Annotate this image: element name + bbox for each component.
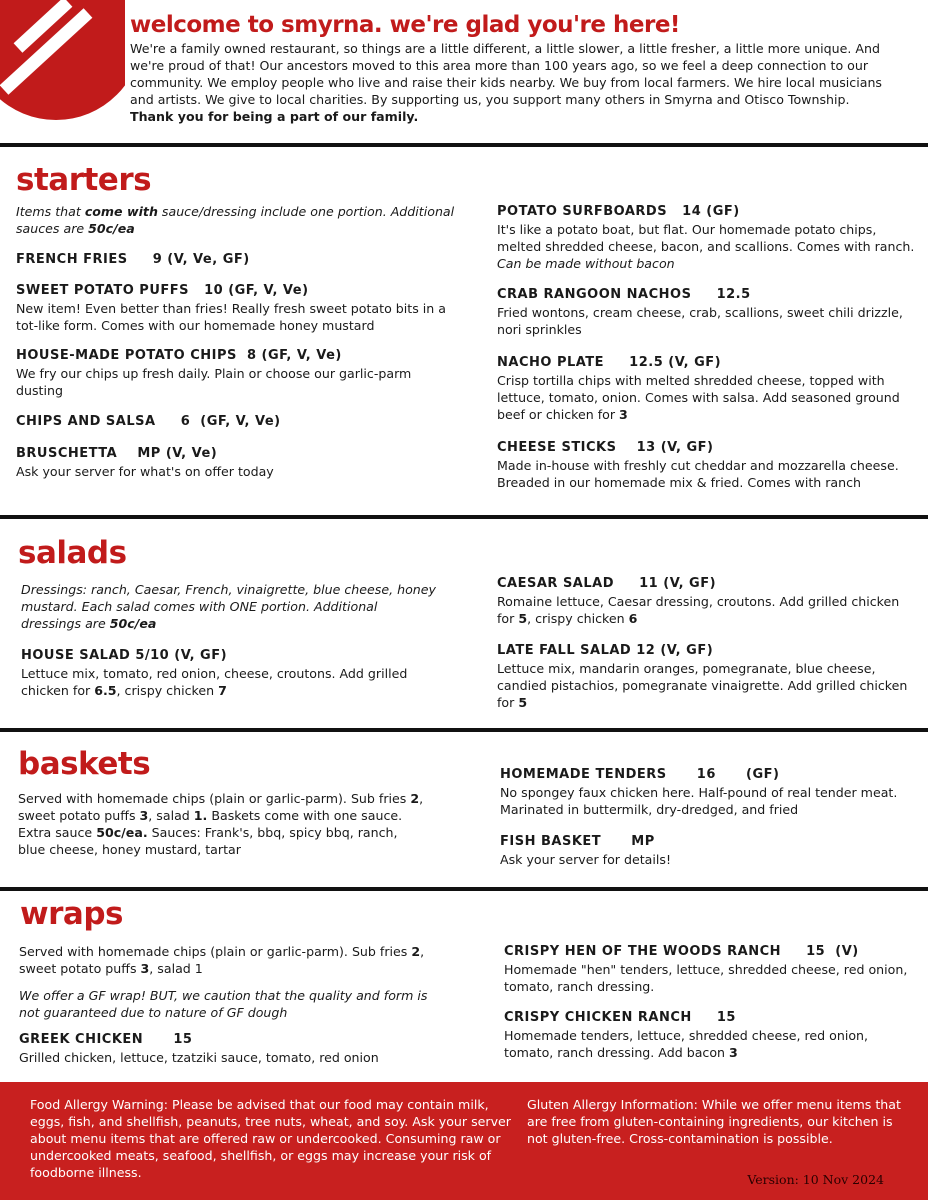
item-description: It's like a potato boat, but flat. Our homemade potato chips, melted shredded cheese, bacon, and scallions. Comes with ranch. Can be made without bacon bbox=[497, 222, 915, 271]
menu-item-caesar-salad bbox=[497, 575, 917, 627]
welcome-body: We're a family owned restaurant, so things are a little different, a little slower, a little fresher, a little more unique. And we're proud of that! Our ancestors moved to this area more than 100 years ago, so we feel a deep connection to our community. We employ people who live and raise their kids nearby. We buy from local farmers. We hire local musicians and artists. We give to local charities. By supporting us, you support many others in Smyrna and Otisco Township. Thank you for being a part of our family. bbox=[130, 41, 882, 124]
item-name: HOMEMADE TENDERS 16 (GF) bbox=[500, 767, 780, 782]
version-label: Version: 10 Nov 2024 bbox=[747, 1172, 884, 1187]
item-description: New item! Even better than fries! Really fresh sweet potato bits in a tot-like form. Comes with our homemade honey mustard bbox=[16, 301, 446, 333]
item-description: Ask your server for what's on offer today bbox=[16, 464, 274, 479]
welcome-thanks: Thank you for being a part of our family. bbox=[130, 109, 419, 124]
item-name: CHIPS AND SALSA 6 (GF, V, Ve) bbox=[16, 414, 281, 429]
starters-left-column bbox=[16, 203, 456, 493]
menu-item-bruschetta bbox=[16, 445, 456, 480]
welcome-title: welcome to smyrna. we're glad you're here! bbox=[130, 12, 680, 38]
menu-item-greek-chicken bbox=[19, 1031, 439, 1066]
item-description: Fried wontons, cream cheese, crab, scallions, sweet chili drizzle, nori sprinkles bbox=[497, 305, 903, 337]
gluten-allergy-info: Gluten Allergy Information: While we offer menu items that are free from gluten-containing ingredients, our kitchen is not gluten-free. Cross-contamination is possible. bbox=[527, 1097, 901, 1146]
item-name: CHEESE STICKS 13 (V, GF) bbox=[497, 440, 714, 455]
menu-item-crab-rangoon-nachos bbox=[497, 286, 917, 338]
item-name: NACHO PLATE 12.5 (V, GF) bbox=[497, 355, 722, 370]
item-description: Lettuce mix, tomato, red onion, cheese, croutons. Add grilled chicken for 6.5, crispy chicken 7 bbox=[21, 666, 408, 698]
item-name: LATE FALL SALAD 12 (V, GF) bbox=[497, 643, 714, 658]
item-name: FRENCH FRIES 9 (V, Ve, GF) bbox=[16, 252, 250, 267]
menu-item-crispy-hen-ranch bbox=[504, 943, 919, 995]
item-name: HOUSE-MADE POTATO CHIPS 8 (GF, V, Ve) bbox=[16, 348, 342, 363]
menu-item-sweet-potato-puffs bbox=[16, 282, 456, 334]
menu-item-fish-basket bbox=[500, 833, 920, 868]
allergy-footer bbox=[0, 1082, 928, 1200]
red-circle-logo-icon bbox=[0, 0, 125, 120]
divider bbox=[0, 887, 928, 891]
item-description: Grilled chicken, lettuce, tzatziki sauce, tomato, red onion bbox=[19, 1050, 379, 1065]
item-name: FISH BASKET MP bbox=[500, 834, 655, 849]
baskets-description: Served with homemade chips (plain or garlic-parm). Sub fries 2, sweet potato puffs 3, salad 1. Baskets come with one sauce. Extra sauce 50c/ea. Sauces: Frank's, bbq, spicy bbq, ranch, blue cheese, honey mustard, tartar bbox=[18, 791, 424, 857]
menu-item-late-fall-salad bbox=[497, 642, 917, 711]
section-title-salads: salads bbox=[18, 535, 127, 571]
item-description: Ask your server for details! bbox=[500, 852, 671, 867]
menu-item-french-fries bbox=[16, 251, 456, 269]
section-title-baskets: baskets bbox=[18, 746, 151, 782]
menu-item-homemade-tenders bbox=[500, 766, 920, 818]
item-name: CAESAR SALAD 11 (V, GF) bbox=[497, 576, 717, 591]
item-description: We fry our chips up fresh daily. Plain or choose our garlic-parm dusting bbox=[16, 366, 412, 398]
item-description: Lettuce mix, mandarin oranges, pomegranate, blue cheese, candied pistachios, pomegranate vinaigrette. Add grilled chicken for 5 bbox=[497, 661, 908, 710]
divider bbox=[0, 728, 928, 732]
baskets-left-column bbox=[18, 790, 428, 858]
menu-item-potato-surfboards bbox=[497, 203, 917, 272]
menu-item-chips-and-salsa bbox=[16, 413, 456, 431]
menu-item-crispy-chicken-ranch bbox=[504, 1009, 919, 1061]
salads-note: Dressings: ranch, Caesar, French, vinaigrette, blue cheese, honey mustard. Each salad comes with ONE portion. Additional dressings are 50c/ea bbox=[21, 582, 436, 631]
divider bbox=[0, 515, 928, 519]
starters-right-column bbox=[497, 203, 917, 504]
item-name: CRISPY HEN OF THE WOODS RANCH 15 (V) bbox=[504, 944, 859, 959]
starters-note: Items that come with sauce/dressing include one portion. Additional sauces are 50c/ea bbox=[16, 204, 455, 236]
wraps-left-column bbox=[19, 943, 439, 1079]
item-description: Crisp tortilla chips with melted shredded cheese, topped with lettuce, tomato, onion. Comes with salsa. Add seasoned ground beef or chicken for 3 bbox=[497, 373, 900, 422]
item-description: Homemade tenders, lettuce, shredded cheese, red onion, tomato, ranch dressing. Add bacon 3 bbox=[504, 1028, 869, 1060]
item-name: HOUSE SALAD 5/10 (V, GF) bbox=[21, 648, 228, 663]
wraps-description: Served with homemade chips (plain or garlic-parm). Sub fries 2, sweet potato puffs 3, salad 1 bbox=[19, 944, 425, 976]
section-title-starters: starters bbox=[16, 162, 152, 198]
item-name: GREEK CHICKEN 15 bbox=[19, 1032, 193, 1047]
baskets-right-column bbox=[500, 766, 920, 881]
salads-left-column bbox=[21, 581, 441, 712]
menu-item-cheese-sticks bbox=[497, 439, 917, 491]
item-description: Made in-house with freshly cut cheddar and mozzarella cheese. Breaded in our homemade mix & fried. Comes with ranch bbox=[497, 458, 899, 490]
food-allergy-warning: Food Allergy Warning: Please be advised that our food may contain milk, eggs, fish, and shellfish, peanuts, tree nuts, wheat, and soy. Ask your server about menu items that are offered raw or undercooked. Consuming raw or undercooked meats, seafood, shellfish, or eggs may increase your risk of foodborne illness. bbox=[30, 1097, 511, 1180]
item-name: CRAB RANGOON NACHOS 12.5 bbox=[497, 287, 751, 302]
item-description: Romaine lettuce, Caesar dressing, croutons. Add grilled chicken for 5, crispy chicken 6 bbox=[497, 594, 900, 626]
menu-item-potato-chips bbox=[16, 347, 456, 399]
menu-item-nacho-plate bbox=[497, 354, 917, 423]
item-name: POTATO SURFBOARDS 14 (GF) bbox=[497, 204, 740, 219]
item-name: CRISPY CHICKEN RANCH 15 bbox=[504, 1010, 736, 1025]
section-title-wraps: wraps bbox=[20, 896, 123, 932]
item-name: BRUSCHETTA MP (V, Ve) bbox=[16, 446, 218, 461]
welcome-section bbox=[130, 10, 890, 125]
divider bbox=[0, 143, 928, 147]
item-description: Homemade "hen" tenders, lettuce, shredded cheese, red onion, tomato, ranch dressing. bbox=[504, 962, 908, 994]
item-description: No spongey faux chicken here. Half-pound of real tender meat. Marinated in buttermilk, dry-dredged, and fried bbox=[500, 785, 898, 817]
wraps-right-column bbox=[504, 943, 919, 1074]
wraps-gf-note: We offer a GF wrap! BUT, we caution that the quality and form is not guaranteed due to nature of GF dough bbox=[19, 988, 428, 1020]
salads-right-column bbox=[497, 575, 917, 724]
menu-item-house-salad bbox=[21, 647, 441, 699]
item-name: SWEET POTATO PUFFS 10 (GF, V, Ve) bbox=[16, 283, 309, 298]
